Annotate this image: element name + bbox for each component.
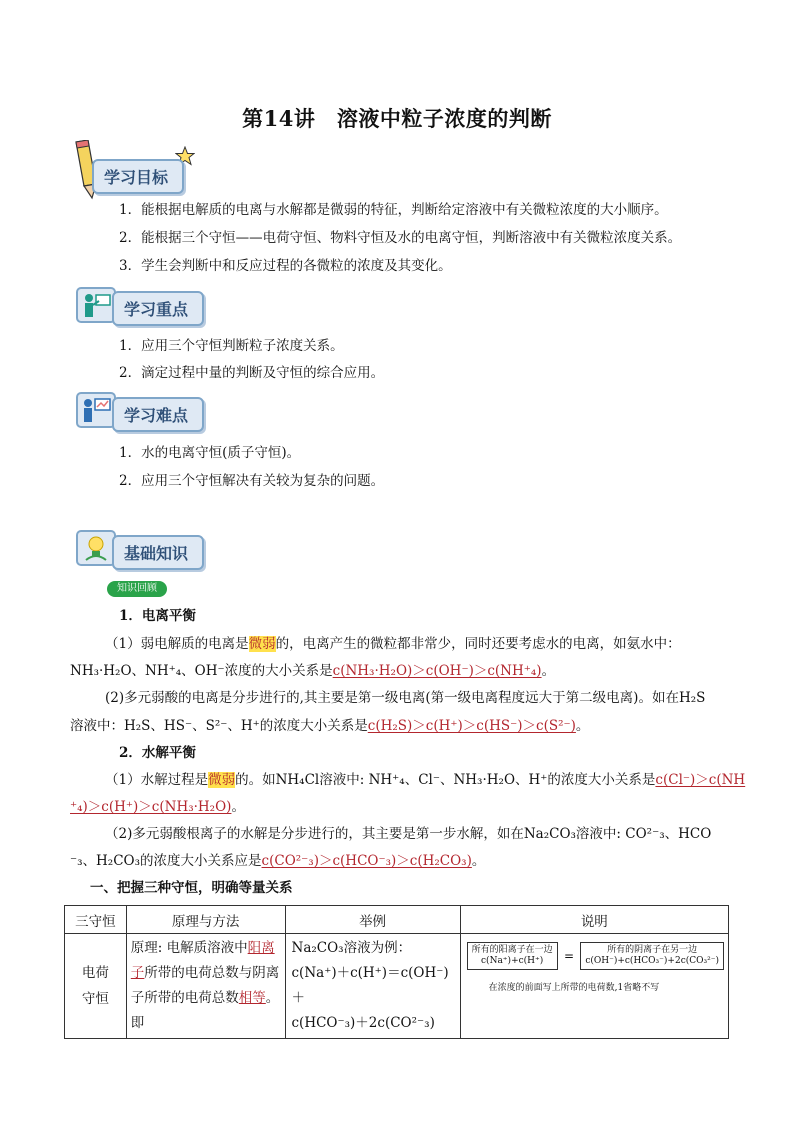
underlined-term: 相等 <box>238 990 266 1006</box>
key-points-banner <box>112 291 204 326</box>
objectives-banner <box>92 159 184 194</box>
highlight: 微弱 <box>248 636 276 652</box>
table-header-row <box>65 906 729 934</box>
paragraph: NH₃·H₂O、NH⁺₄、OH⁻浓度的大小关系是c(NH₃·H₂O)＞c(OH⁻)＞c(NH⁺₄)。 <box>70 663 556 679</box>
row-principle: 原理: 电解质溶液中阳离子所带的电荷总数与阴离子所带的电荷总数相等。即 <box>126 934 285 1039</box>
answer: c(H₂S)＞c(H⁺)＞c(HS⁻)＞c(S²⁻) <box>367 718 576 734</box>
table-header: 原理与方法 <box>126 906 285 934</box>
presenter-icon <box>76 392 116 428</box>
basics-label: 基础知识 <box>112 535 204 570</box>
table-header: 举例 <box>285 906 460 934</box>
paragraph: （2)多元弱酸根离子的水解是分步进行的，其主要是第一步水解，如在Na₂CO₃溶液中: CO²⁻₃、HCO <box>105 826 712 842</box>
heading-conservation: 一、把握三种守恒，明确等量关系 <box>90 880 293 896</box>
objective-item: 1．能根据电解质的电离与水解都是微弱的特征，判断给定溶液中有关微粒浓度的大小顺序。 <box>119 202 668 218</box>
row-note: 所有的阳离子在一边 c(Na⁺)+c(H⁺) = 所有的阴离子在另一边 c(OH⁻)+c(HCO₃⁻)+2c(CO₃²⁻) 在浓度的前面写上所带的电荷数,1省略不写 <box>460 934 728 1039</box>
note-caption: 在浓度的前面写上所带的电荷数,1省略不写 <box>488 983 660 993</box>
paragraph: ⁻₃、H₂CO₃的浓度大小关系应是c(CO²⁻₃)＞c(HCO⁻₃)＞c(H₂CO₃)。 <box>70 853 486 869</box>
key-points-label: 学习重点 <box>112 291 204 326</box>
paragraph: （1）水解过程是微弱的。如NH₄Cl溶液中: NH⁺₄、Cl⁻、NH₃·H₂O、H⁺的浓度大小关系是c(Cl⁻)＞c(NH <box>105 772 746 788</box>
row-name: 电荷守恒 <box>65 934 127 1039</box>
table-header: 说明 <box>460 906 728 934</box>
answer: c(Cl⁻)＞c(NH <box>655 772 746 788</box>
answer: c(CO²⁻₃)＞c(HCO⁻₃)＞c(H₂CO₃) <box>261 853 472 869</box>
anion-side-box: 所有的阴离子在另一边 c(OH⁻)+c(HCO₃⁻)+2c(CO₃²⁻) <box>580 942 724 970</box>
highlight: 微弱 <box>208 772 236 788</box>
paragraph: ⁺₄)＞c(H⁺)＞c(NH₃·H₂O)。 <box>70 799 245 815</box>
paragraph: （1）弱电解质的电离是微弱的，电离产生的微粒都非常少，同时还要考虑水的电离，如氨水中： <box>105 636 681 652</box>
teacher-icon <box>76 287 116 323</box>
underlined-term: 阳离子 <box>130 940 275 981</box>
table-row <box>65 934 729 1039</box>
objective-item: 2．能根据三个守恒——电荷守恒、物料守恒及水的电离守恒，判断溶液中有关微粒浓度关系。 <box>119 230 682 246</box>
table-header: 三守恒 <box>65 906 127 934</box>
lightbulb-icon <box>76 530 116 566</box>
conservation-table <box>64 905 729 1039</box>
paragraph: (2)多元弱酸的电离是分步进行的,其主要是第一级电离(第一级电离程度远大于第二级电离)。如在H₂S <box>105 690 706 706</box>
objective-item: 3．学生会判断中和反应过程的各微粒的浓度及其变化。 <box>119 258 452 274</box>
difficulty-item: 2．应用三个守恒解决有关较为复杂的问题。 <box>119 473 385 489</box>
cation-side-box: 所有的阳离子在一边 c(Na⁺)+c(H⁺) <box>467 942 558 970</box>
key-point-item: 1．应用三个守恒判断粒子浓度关系。 <box>119 338 344 354</box>
heading-hydrolysis: 2．水解平衡 <box>119 745 196 761</box>
heading-ionization: 1．电离平衡 <box>119 608 196 624</box>
knowledge-review-tag: 知识回顾 <box>107 581 167 597</box>
basics-banner <box>112 535 204 570</box>
difficulties-label: 学习难点 <box>112 397 204 432</box>
difficulty-item: 1．水的电离守恒(质子守恒)。 <box>119 445 301 461</box>
page-title: 第14讲 溶液中粒子浓度的判断 <box>242 106 552 131</box>
answer: c(NH₃·H₂O)＞c(OH⁻)＞c(NH⁺₄) <box>332 663 542 679</box>
difficulties-banner <box>112 397 204 432</box>
paragraph: 溶液中：H₂S、HS⁻、S²⁻、H⁺的浓度大小关系是c(H₂S)＞c(H⁺)＞c(HS⁻)＞c(S²⁻)。 <box>70 718 590 734</box>
row-example: Na₂CO₃溶液为例： c(Na⁺)＋c(H⁺)＝c(OH⁻)＋ c(HCO⁻₃)＋2c(CO²⁻₃) <box>285 934 460 1039</box>
objectives-label: 学习目标 <box>92 159 184 194</box>
answer: ⁺₄)＞c(H⁺)＞c(NH₃·H₂O) <box>70 799 232 815</box>
key-point-item: 2．滴定过程中量的判断及守恒的综合应用。 <box>119 365 385 381</box>
